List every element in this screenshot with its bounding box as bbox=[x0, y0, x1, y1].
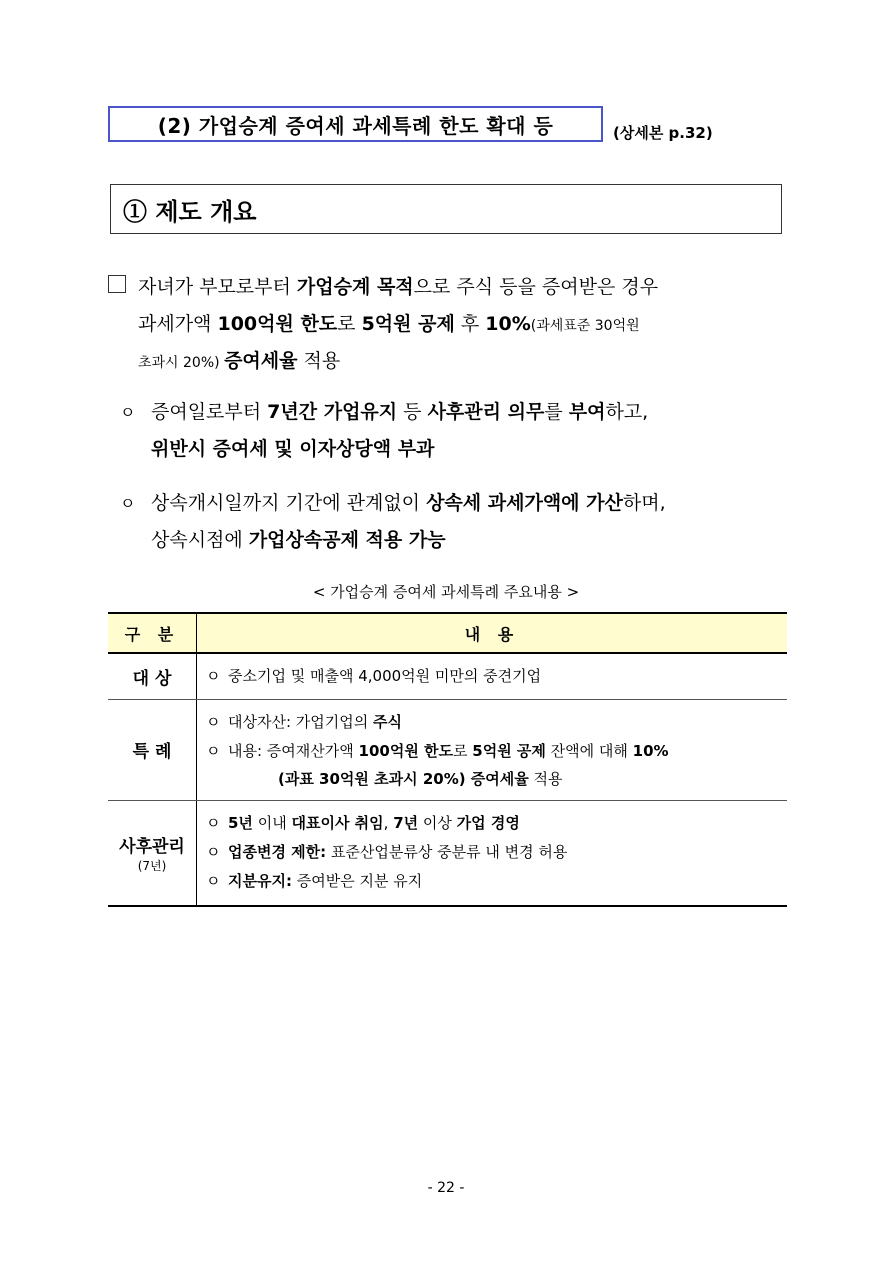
text: 자녀가 부모로부터 bbox=[138, 276, 297, 298]
table-row bbox=[108, 699, 787, 800]
bullet-icon: ㅇ bbox=[206, 741, 221, 760]
bullet-icon: ㅇ bbox=[206, 666, 221, 685]
emphasis: 가업상속공제 적용 가능 bbox=[248, 529, 446, 551]
text: 상속개시일까지 기간에 관계없이 bbox=[151, 492, 427, 514]
text: , bbox=[383, 814, 394, 833]
main-point-line-3 bbox=[138, 346, 340, 373]
text: 이상 bbox=[418, 814, 457, 833]
text: 로 bbox=[337, 313, 362, 335]
row-sublabel: (7년) bbox=[137, 858, 167, 873]
emphasis: 5년 bbox=[228, 814, 253, 833]
bullet-icon: ㅇ bbox=[206, 872, 221, 891]
checkbox-square-icon bbox=[108, 275, 126, 293]
row-label-text: 사후관리 bbox=[119, 836, 185, 857]
table-row bbox=[108, 653, 787, 699]
text: 증여일로부터 bbox=[151, 401, 268, 423]
list-item bbox=[198, 737, 786, 766]
row-label-post-management bbox=[108, 800, 197, 906]
bullet-icon: ㅇ bbox=[120, 403, 136, 422]
emphasis: 가업 경영 bbox=[456, 814, 520, 833]
bullet-icon: ㅇ bbox=[120, 494, 136, 513]
sub-point-2-line-2 bbox=[151, 525, 446, 552]
emphasis: 증여세율 bbox=[224, 350, 298, 372]
row-content bbox=[197, 653, 788, 699]
emphasis: 업종변경 제한: bbox=[228, 843, 327, 862]
emphasis: 주식 bbox=[373, 712, 402, 731]
text: 초과시 20%) bbox=[138, 355, 225, 371]
sub-point-2-line-1 bbox=[151, 488, 666, 515]
list-item bbox=[198, 809, 786, 838]
summary-table bbox=[108, 612, 787, 907]
list-item-continuation bbox=[198, 766, 786, 792]
text: 등 bbox=[397, 401, 428, 423]
emphasis: 7년간 가업유지 bbox=[267, 401, 398, 423]
row-content bbox=[197, 699, 788, 800]
row-label-target: 대 상 bbox=[108, 653, 197, 699]
emphasis: 5억원 공제 bbox=[361, 313, 455, 335]
text: 하고, bbox=[605, 401, 649, 423]
table-header-row bbox=[108, 613, 787, 653]
overview-heading: ① 제도 개요 bbox=[110, 184, 782, 234]
text: 적용 bbox=[528, 769, 563, 788]
list-item bbox=[198, 838, 786, 867]
text: 표준산업분류상 중분류 내 변경 허용 bbox=[326, 843, 568, 862]
main-point-line-2 bbox=[138, 309, 640, 336]
text: 증여받은 지분 유지 bbox=[291, 872, 423, 891]
list-item bbox=[198, 867, 786, 896]
list-item bbox=[198, 708, 786, 737]
emphasis: 10% bbox=[632, 741, 669, 760]
emphasis: 100억원 한도 bbox=[217, 313, 338, 335]
sub-point-1-line-1 bbox=[151, 397, 648, 424]
text: 후 bbox=[454, 313, 486, 335]
emphasis: (과표 30억원 초과시 20%) 증여세율 bbox=[278, 769, 529, 788]
emphasis: 100억원 한도 bbox=[358, 741, 454, 760]
section-title: (2) 가업승계 증여세 과세특례 한도 확대 등 bbox=[108, 106, 603, 142]
bullet-icon: ㅇ bbox=[206, 712, 221, 731]
list-item bbox=[198, 662, 786, 691]
emphasis: 7년 bbox=[393, 814, 419, 833]
text: 으로 주식 등을 증여받은 경우 bbox=[413, 276, 659, 298]
row-label-special: 특 례 bbox=[108, 699, 197, 800]
text: 과세가액 bbox=[138, 313, 218, 335]
emphasis: 5억원 공제 bbox=[472, 741, 546, 760]
text: 를 bbox=[544, 401, 569, 423]
sub-point-1-line-2: 위반시 증여세 및 이자상당액 부과 bbox=[151, 438, 435, 460]
emphasis: 지분유지: bbox=[228, 872, 292, 891]
page-number: - 22 - bbox=[427, 1180, 465, 1196]
text: 로 bbox=[453, 741, 473, 760]
text: 잔액에 대해 bbox=[545, 741, 633, 760]
emphasis: 대표이사 취임 bbox=[291, 814, 384, 833]
emphasis: 부여 bbox=[568, 401, 606, 423]
row-content bbox=[197, 800, 788, 906]
header-content: 내 용 bbox=[197, 613, 788, 653]
bullet-icon: ㅇ bbox=[206, 814, 221, 833]
table-row bbox=[108, 800, 787, 906]
emphasis: 10% bbox=[485, 313, 531, 335]
text: 중소기업 및 매출액 4,000억원 미만의 중견기업 bbox=[228, 666, 542, 685]
detail-reference: (상세본 p.32) bbox=[613, 124, 713, 142]
text: 대상자산: 가업기업의 bbox=[228, 712, 374, 731]
header-category: 구 분 bbox=[108, 613, 197, 653]
emphasis: 상속세 과세가액에 가산 bbox=[426, 492, 623, 514]
text: 내용: 증여재산가액 bbox=[228, 741, 359, 760]
text: (과세표준 30억원 bbox=[530, 318, 640, 334]
emphasis: 사후관리 의무 bbox=[427, 401, 545, 423]
text: 상속시점에 bbox=[151, 529, 249, 551]
text: 이내 bbox=[252, 814, 292, 833]
text: 하며, bbox=[622, 492, 666, 514]
table-caption: < 가업승계 증여세 과세특례 주요내용 > bbox=[312, 583, 580, 601]
bullet-icon: ㅇ bbox=[206, 843, 221, 862]
text: 적용 bbox=[297, 350, 341, 372]
main-point-line-1 bbox=[138, 272, 658, 299]
emphasis: 가업승계 목적 bbox=[296, 276, 414, 298]
